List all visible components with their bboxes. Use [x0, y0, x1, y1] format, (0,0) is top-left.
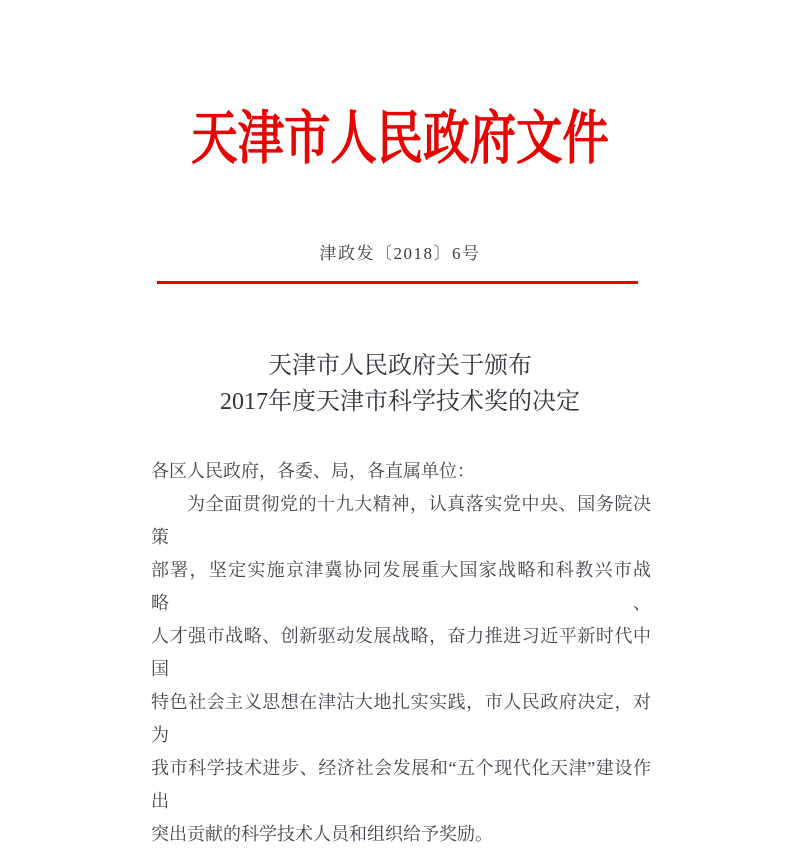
doc-number: 津政发〔2018〕6号 — [319, 244, 481, 263]
document-body — [151, 455, 651, 851]
body-line: 部署，坚定实施京津冀协同发展重大国家战略和科教兴市战略、 — [151, 560, 651, 613]
body-line: 人才强市战略、创新驱动发展战略，奋力推进习近平新时代中国 — [151, 626, 651, 679]
body-line: 我市科学技术进步、经济社会发展和“五个现代化天津”建设作出 — [151, 758, 651, 811]
red-divider — [157, 281, 638, 284]
document-title — [0, 348, 800, 420]
document-title-line-2: 2017年度天津市科学技术奖的决定 — [220, 389, 580, 415]
body-line: 为全面贯彻党的十九大精神，认真落实党中央、国务院决策 — [151, 494, 651, 547]
document-title-line-1: 天津市人民政府关于颁布 — [268, 353, 532, 379]
letterhead-title: 天津市人民政府文件 — [191, 106, 609, 171]
salutation-line: 各区人民政府，各委、局，各直属单位： — [151, 461, 475, 481]
body-line: 特色社会主义思想在津沽大地扎实实践，市人民政府决定，对为 — [151, 692, 651, 745]
body-line: 突出贡献的科学技术人员和组织给予奖励。 — [151, 824, 493, 844]
